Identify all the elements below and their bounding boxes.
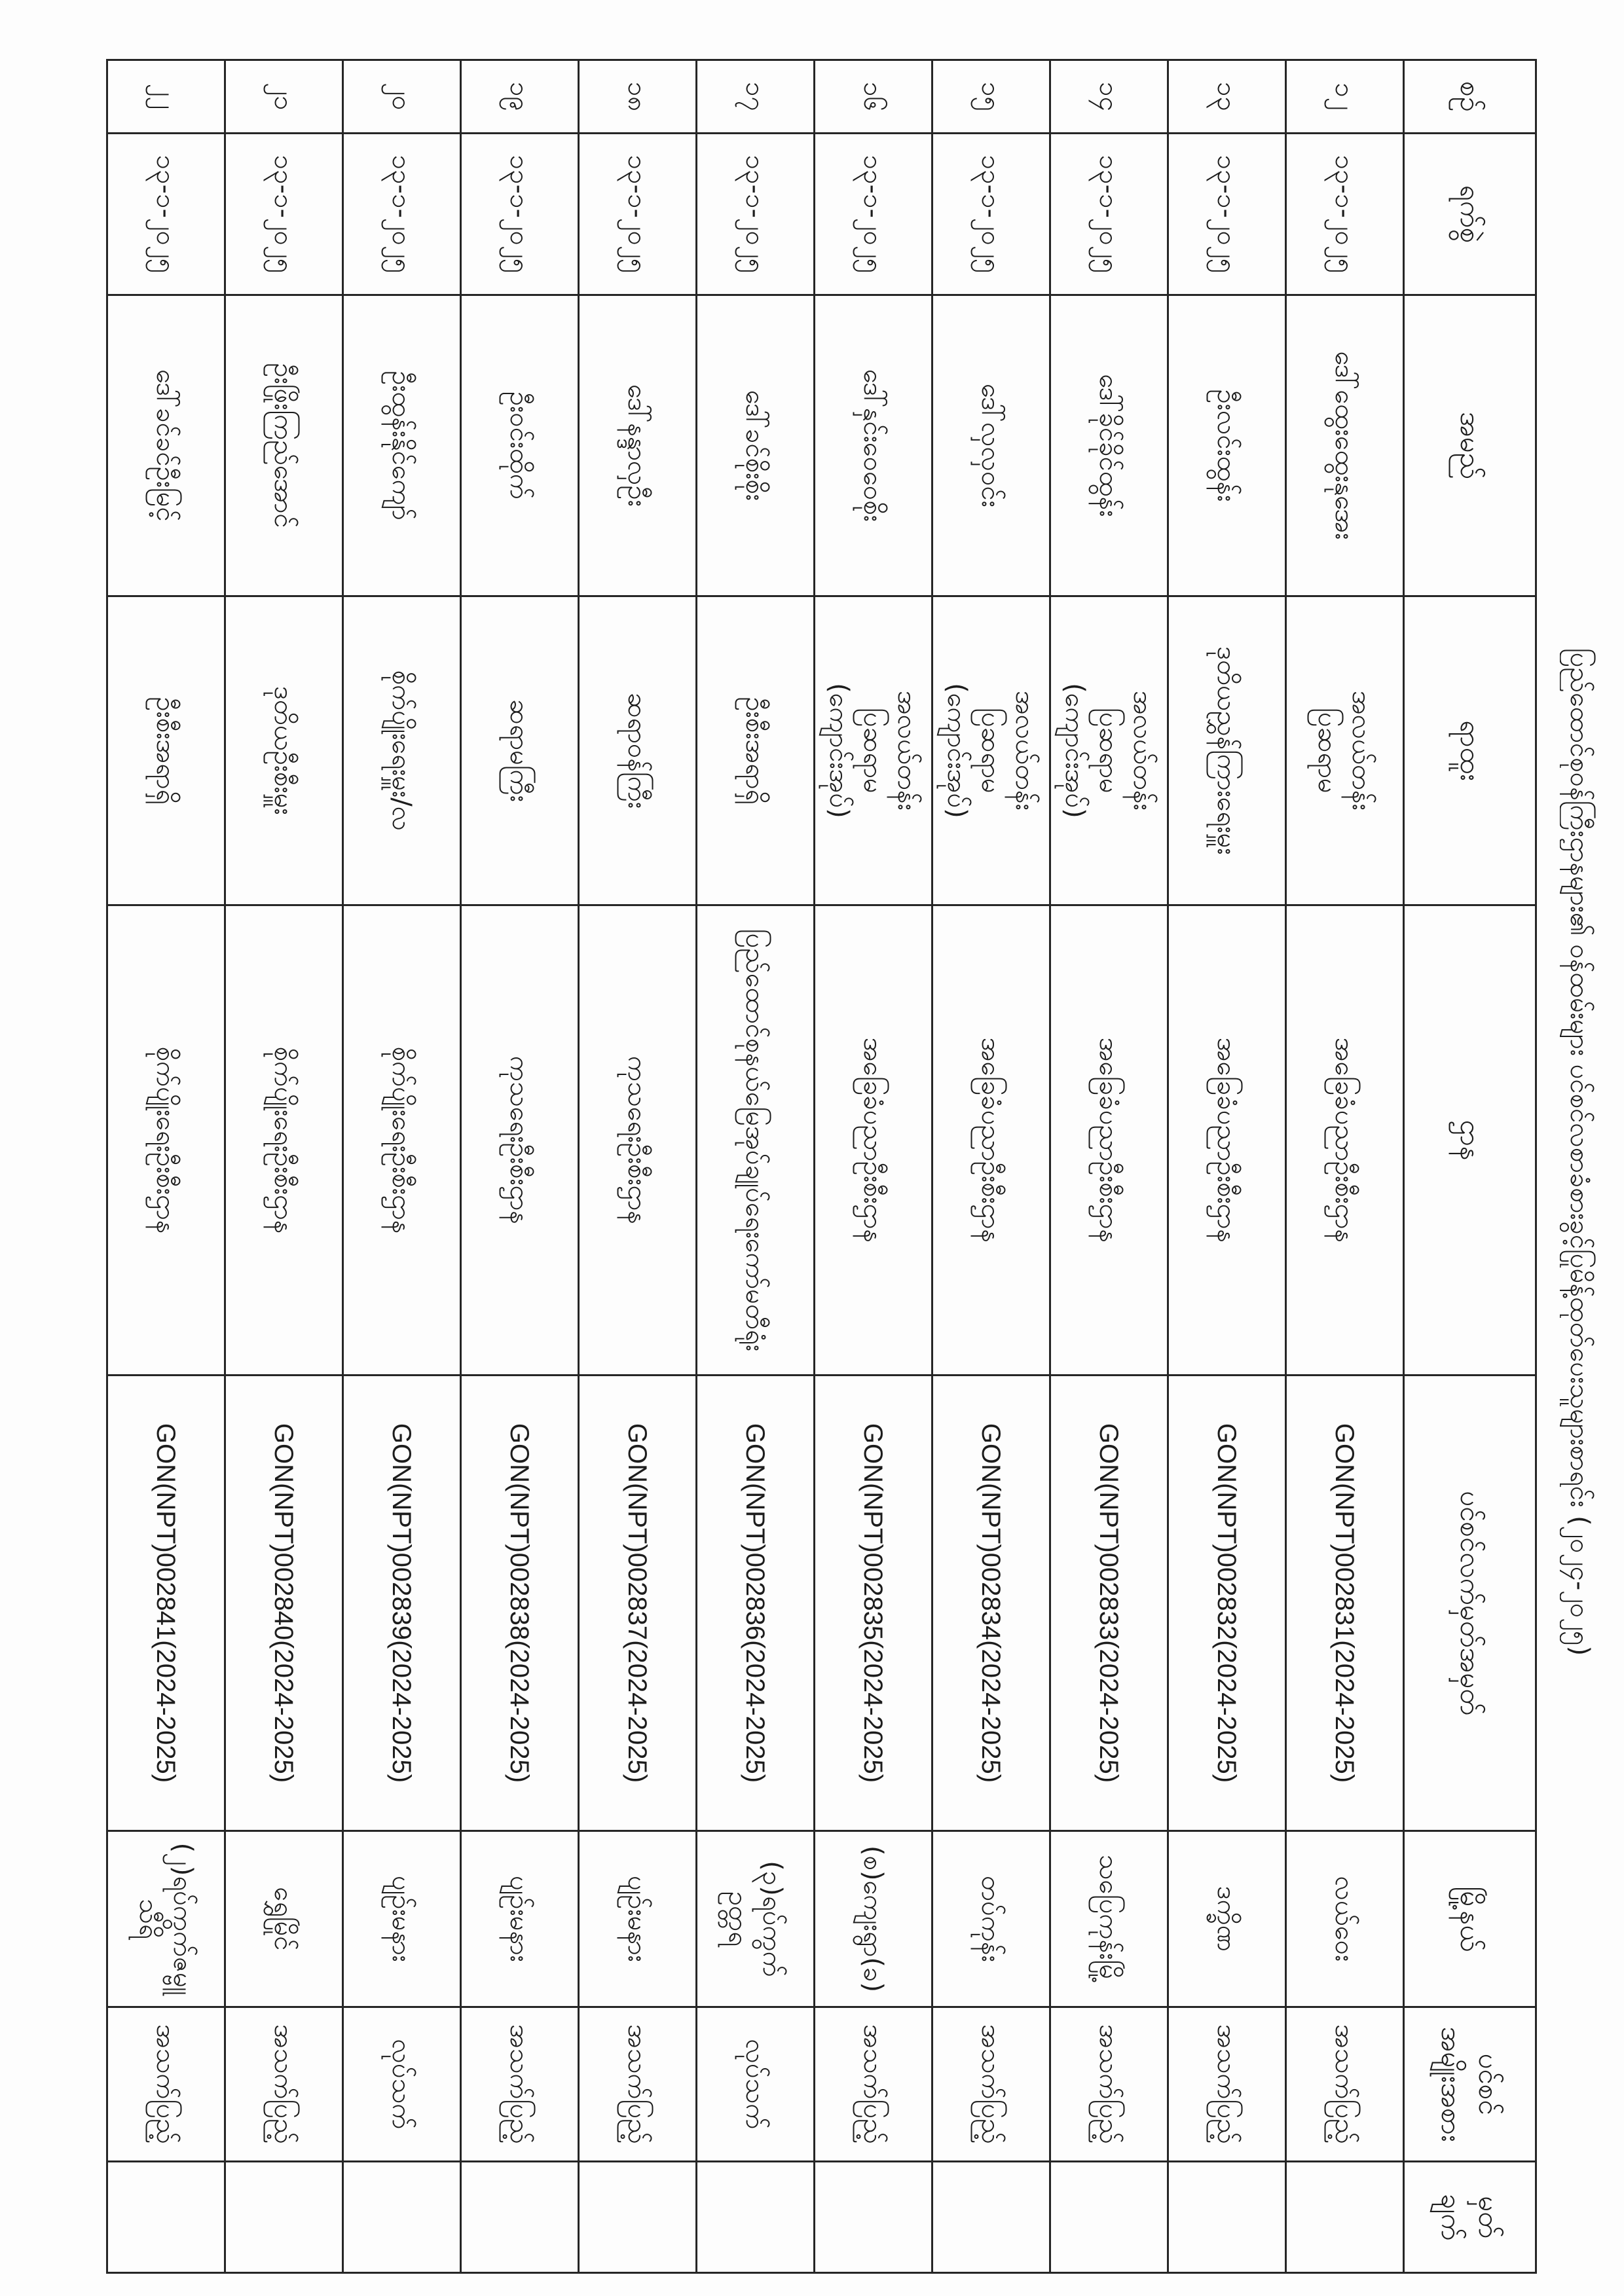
department-cell: စိုက်ပျိုးရေးဦးစီးဌာန [225,905,343,1376]
header-pension-number: ပင်စင်လက်မှတ်အမှတ် [1404,1376,1536,1831]
rank-cell: ဆရာဝန်ကြီး [579,596,697,905]
table-row [107,60,225,2273]
name-cell: ဦးဝင်းထိုက် [461,295,579,596]
table-row [579,60,697,2273]
date-cell: ၁၃-၁-၂၀၂၅ [1050,134,1168,295]
header-pension-type: ပင်စင် အမျိုးအစား [1404,2007,1536,2162]
name-cell: ဒေါ်ခင်ခင်ဦးမြင့် [107,295,225,596]
pension-number-cell: GON(NPT)002834(2024-2025) [932,1376,1050,1831]
date-cell: ၁၃-၁-၂၀၂၅ [932,134,1050,295]
rank-cell: အလယ်တန်း ပြဆရာမ (ကျောင်းအုပ်) [932,596,1050,905]
header-serial: စဉ် [1404,60,1536,134]
pension-type-cell: အသက်ပြည့် [1050,2007,1168,2162]
date-cell: ၁၃-၁-၂၀၂၅ [1286,134,1404,295]
serial-cell: ၁၆ [815,60,932,134]
serial-cell: ၁၂ [1286,60,1404,134]
pension-number-cell: GON(NPT)002838(2024-2025) [461,1376,579,1831]
township-cell: ရွှေမြိုင် [225,1831,343,2007]
name-cell: ဦးလင်းထွန်း [1168,295,1286,596]
pension-number-cell: GON(NPT)002836(2024-2025) [697,1376,815,1831]
rank-cell: အလယ်တန်း ပြဆရာမ (ကျောင်းအုပ်) [815,596,932,905]
table-row [815,60,932,2273]
township-cell: တပ်ကုန်း [932,1831,1050,2007]
date-cell: ၁၃-၁-၂၀၂၅ [343,134,461,295]
pension-number-cell: GON(NPT)002841(2024-2025) [107,1376,225,1831]
pension-table [106,59,1537,2274]
table-row [1286,60,1404,2273]
pension-number-cell: GON(NPT)002833(2024-2025) [1050,1376,1168,1831]
pension-type-cell: လုပ်သက် [343,2007,461,2162]
remarks-cell [107,2162,225,2273]
department-cell: အခြေခံပညာဦးစီးဌာန [1168,905,1286,1376]
name-cell: ဒေါ်နှင်းဝေဝေစိုး [815,295,932,596]
document-caption: ပြည်ထောင်စုဝန်ကြီးဌာနများ၏ ဝန်ထမ်းများ ပင်စင်လစာခံစားခွင့်ပြုမိန့်ထုတ်ပေးသူများစာရင်း (၂၀၂၄-၂၀၂၅) [1564,648,1595,1656]
pension-type-cell: အသက်ပြည့် [107,2007,225,2162]
header-date: ရက်စွဲ [1404,134,1536,295]
remarks-cell [932,2162,1050,2273]
remarks-cell [579,2162,697,2273]
department-cell: အခြေခံပညာဦးစီးဌာန [932,905,1050,1376]
department-cell: ကုသရေးဦးစီးဌာန [579,905,697,1376]
header-township: မြို့နယ် [1404,1831,1536,2007]
header-name: အမည် [1404,295,1536,596]
serial-cell: ၂၁ [225,60,343,134]
pension-type-cell: အသက်ပြည့် [1168,2007,1286,2162]
table-row [1168,60,1286,2273]
pension-type-cell: လုပ်သက် [697,2007,815,2162]
pension-number-cell: GON(NPT)002840(2024-2025) [225,1376,343,1831]
header-department: ဌာန [1404,905,1536,1376]
pension-type-cell: အသက်ပြည့် [579,2007,697,2162]
rank-cell: အလယ်တန်း ပြဆရာမ [1286,596,1404,905]
name-cell: ဦးထွန်းနိုင်ကျော် [343,295,461,596]
township-cell: သပြေကုန်းမြို့ [1050,1831,1168,2007]
remarks-cell [461,2162,579,2273]
rank-cell: စိုက်ပျိုးရေးမှူး/လ [343,596,461,905]
pension-type-cell: အသက်ပြည့် [225,2007,343,2162]
header-remarks: မှတ် ချက် [1404,2162,1536,2273]
name-cell: ဦးဖြိုးကြည်အောင် [225,295,343,596]
pension-type-cell: အသက်ပြည့် [815,2007,932,2162]
pension-number-cell: GON(NPT)002832(2024-2025) [1168,1376,1286,1831]
rank-cell: ဦးစီးအရာရှိ [697,596,815,905]
name-cell: ဒေါ်ထွေးထွေးနုအေး [1286,295,1404,596]
date-cell: ၁၃-၁-၂၀၂၅ [1168,134,1286,295]
date-cell: ၁၃-၁-၂၀၂၅ [579,134,697,295]
name-cell: ဒေါ်ခိုင်ခိုင်ထွန်း [1050,295,1168,596]
serial-cell: ၁၃ [1168,60,1286,134]
remarks-cell [1050,2162,1168,2273]
pension-number-cell: GON(NPT)002839(2024-2025) [343,1376,461,1831]
remarks-cell [697,2162,815,2273]
serial-cell: ၁၉ [461,60,579,134]
table-row [343,60,461,2273]
table-row [1050,60,1168,2273]
date-cell: ၁၃-၁-၂၀၂၅ [815,134,932,295]
remarks-cell [1286,2162,1404,2273]
township-cell: (စ)ကျေးရွာ(ခ) [815,1831,932,2007]
township-cell: လယ်ဝေး [1286,1831,1404,2007]
date-cell: ၁၃-၁-၂၀၂၅ [461,134,579,295]
pension-type-cell: အသက်ပြည့် [1286,2007,1404,2162]
pension-type-cell: အသက်ပြည့် [932,2007,1050,2162]
rank-cell: ဒုတိယညွှန်ကြားရေးမှူး [1168,596,1286,905]
date-cell: ၁၃-၁-၂၀၂၅ [107,134,225,295]
township-cell: ပျဉ်းမနား [461,1831,579,2007]
serial-cell: ၂၂ [107,60,225,134]
table-header-row [1404,60,1536,2273]
serial-cell: ၁၅ [932,60,1050,134]
rank-cell: ဒုတိယဦးစီးမှူး [225,596,343,905]
table-row [225,60,343,2273]
rank-cell: အလယ်တန်း ပြဆရာမ (ကျောင်းအုပ်) [1050,596,1168,905]
remarks-cell [225,2162,343,2273]
rank-cell: ဆရာမကြီး [461,596,579,905]
table-row [697,60,815,2273]
department-cell: အခြေခံပညာဦးစီးဌာန [815,905,932,1376]
pension-number-cell: GON(NPT)002835(2024-2025) [815,1376,932,1831]
rank-cell: ဦးစီးအရာရှိ [107,596,225,905]
pension-type-cell: အသက်ပြည့် [461,2007,579,2162]
date-cell: ၁၃-၁-၂၀၂၅ [697,134,815,295]
department-cell: ကုသရေးဦးစီးဌာန [461,905,579,1376]
date-cell: ၁၃-၁-၂၀၂၅ [225,134,343,295]
township-cell: ဒက္ခိဏ [1168,1831,1286,2007]
township-cell: (၂)ရပ်ကွက်ဇမ္ဗူသီရိ [107,1831,225,2007]
remarks-cell [815,2162,932,2273]
serial-cell: ၂၀ [343,60,461,134]
name-cell: ဒေါ်လှလှဝင်း [932,295,1050,596]
table-row [932,60,1050,2273]
serial-cell: ၁၈ [579,60,697,134]
department-cell: အခြေခံပညာဦးစီးဌာန [1286,905,1404,1376]
name-cell: ဒေါ်နန္ဒာလှဦး [579,295,697,596]
township-cell: (၃)ရပ်ကွက်ဥတ္တရ [697,1831,815,2007]
table-row [461,60,579,2273]
department-cell: စိုက်ပျိုးရေးဦးစီးဌာန [107,905,225,1376]
serial-cell: ၁၇ [697,60,815,134]
remarks-cell [1168,2162,1286,2273]
department-cell: ပြည်ထောင်စုနယ်မြေအုပ်ချုပ်ရေးကော်မတီရုံး [697,905,815,1376]
township-cell: ပျဉ်းမနား [579,1831,697,2007]
department-cell: အခြေခံပညာဦးစီးဌာန [1050,905,1168,1376]
township-cell: ပျဉ်းမနား [343,1831,461,2007]
serial-cell: ၁၄ [1050,60,1168,134]
pension-number-cell: GON(NPT)002837(2024-2025) [579,1376,697,1831]
header-rank: ရာထူး [1404,596,1536,905]
remarks-cell [343,2162,461,2273]
name-cell: ဒေါ်ခင်စိုးစိုး [697,295,815,596]
department-cell: စိုက်ပျိုးရေးဦးစီးဌာန [343,905,461,1376]
pension-number-cell: GON(NPT)002831(2024-2025) [1286,1376,1404,1831]
